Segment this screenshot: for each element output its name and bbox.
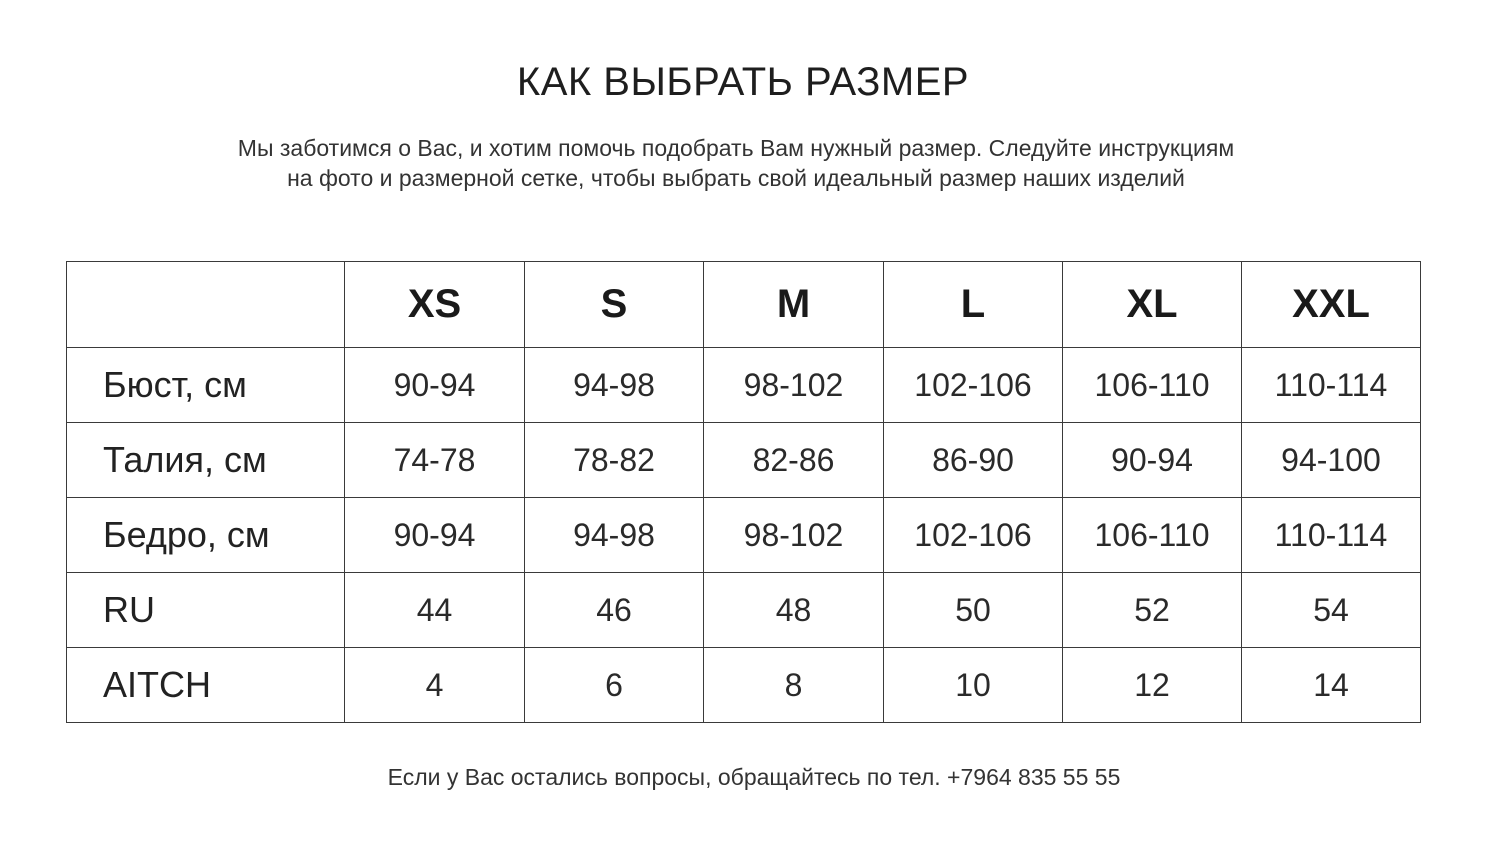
- table-cell: 46: [525, 573, 704, 648]
- table-cell: 52: [1063, 573, 1242, 648]
- page-title: КАК ВЫБРАТЬ РАЗМЕР: [516, 60, 970, 104]
- table-cell: 94-100: [1242, 423, 1421, 498]
- table-cell: 102-106: [884, 498, 1063, 573]
- table-cell: 12: [1063, 648, 1242, 723]
- header-corner-cell: [67, 262, 345, 348]
- row-label-aitch: AITCH: [67, 648, 345, 723]
- table-cell: 106-110: [1063, 348, 1242, 423]
- table-cell: 110-114: [1242, 498, 1421, 573]
- table-cell: 78-82: [525, 423, 704, 498]
- size-header-m: M: [704, 262, 884, 348]
- table-cell: 98-102: [704, 348, 884, 423]
- table-cell: 86-90: [884, 423, 1063, 498]
- table-cell: 90-94: [345, 348, 525, 423]
- intro-line-1: Мы заботимся о Вас, и хотим помочь подобрать Вам нужный размер. Следуйте инструкциям: [237, 135, 1235, 161]
- size-header-s: S: [525, 262, 704, 348]
- table-cell: 50: [884, 573, 1063, 648]
- table-cell: 98-102: [704, 498, 884, 573]
- table-row-bust: [67, 348, 1421, 423]
- table-cell: 44: [345, 573, 525, 648]
- table-row-aitch: [67, 648, 1421, 723]
- table-cell: 14: [1242, 648, 1421, 723]
- size-header-row: [67, 262, 1421, 348]
- intro-text: [0, 133, 1472, 193]
- size-header-xxl: XXL: [1242, 262, 1421, 348]
- row-label-hip: Бедро, см: [67, 498, 345, 573]
- table-cell: 82-86: [704, 423, 884, 498]
- table-cell: 10: [884, 648, 1063, 723]
- table-cell: 94-98: [525, 348, 704, 423]
- table-cell: 48: [704, 573, 884, 648]
- table-cell: 90-94: [345, 498, 525, 573]
- size-chart-table: [66, 261, 1421, 723]
- row-label-ru: RU: [67, 573, 345, 648]
- size-header-xs: XS: [345, 262, 525, 348]
- table-cell: 8: [704, 648, 884, 723]
- table-cell: 6: [525, 648, 704, 723]
- table-cell: 90-94: [1063, 423, 1242, 498]
- table-cell: 74-78: [345, 423, 525, 498]
- table-row-hip: [67, 498, 1421, 573]
- table-cell: 106-110: [1063, 498, 1242, 573]
- size-header-l: L: [884, 262, 1063, 348]
- table-cell: 4: [345, 648, 525, 723]
- contact-note: Если у Вас остались вопросы, обращайтесь по тел. +7964 835 55 55: [387, 764, 1121, 790]
- table-cell: 54: [1242, 573, 1421, 648]
- intro-line-2: на фото и размерной сетке, чтобы выбрать свой идеальный размер наших изделий: [287, 165, 1185, 191]
- size-header-xl: XL: [1063, 262, 1242, 348]
- table-row-waist: [67, 423, 1421, 498]
- row-label-bust: Бюст, см: [67, 348, 345, 423]
- table-cell: 102-106: [884, 348, 1063, 423]
- table-cell: 94-98: [525, 498, 704, 573]
- table-row-ru: [67, 573, 1421, 648]
- row-label-waist: Талия, см: [67, 423, 345, 498]
- table-cell: 110-114: [1242, 348, 1421, 423]
